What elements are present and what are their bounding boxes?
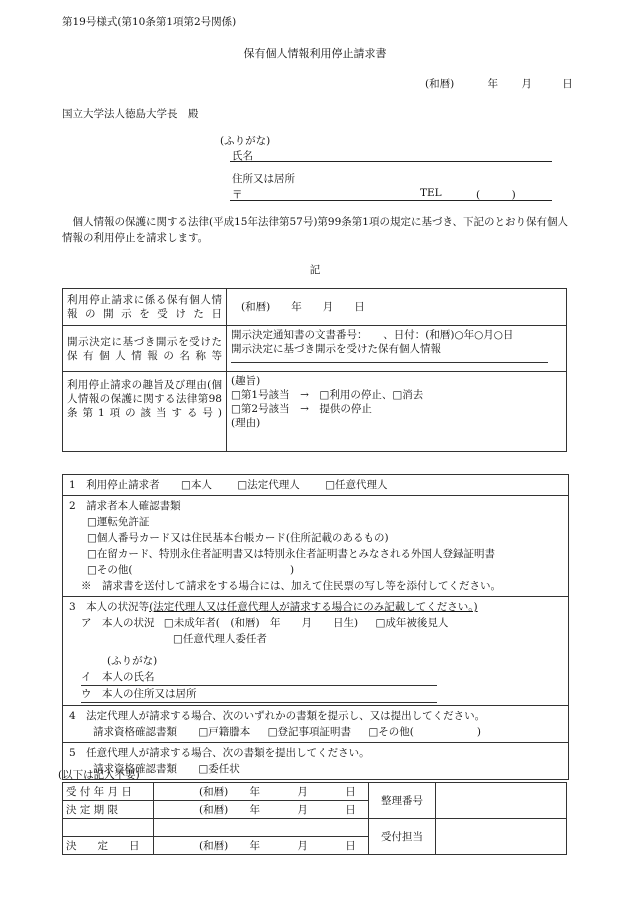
- office-use-table: [62, 782, 567, 855]
- id-drivers-license-checkbox[interactable]: □運転免許証: [87, 516, 150, 528]
- reception-date-value[interactable]: [154, 783, 369, 801]
- id-residence-card-checkbox[interactable]: □在留カード、特別永住者証明書又は特別永住者証明書とみなされる外国人登録証明書: [87, 548, 495, 560]
- id-mynumber-card-checkbox[interactable]: □個人番号カード又は住民基本台帳カード(住所記載のあるもの): [87, 532, 389, 544]
- principal-delegator-checkbox[interactable]: □任意代理人委任者: [173, 633, 267, 645]
- clause1-checkbox[interactable]: □第1号該当 → □利用の停止、□消去: [231, 389, 424, 401]
- decision-year: 年: [249, 840, 261, 852]
- blank-value[interactable]: [154, 819, 369, 837]
- form-number: 第19号様式(第10条第1項第2号関係): [62, 16, 237, 28]
- decision-month: 月: [297, 840, 308, 852]
- id-mailing-note: ※ 請求書を送付して請求をする場合には、加えて住民票の写し等を添付してください。: [81, 580, 501, 592]
- tel-label: TEL: [420, 187, 442, 199]
- info-name-label: 開示決定に基づき開示を受けた保有個人情報の名称等: [63, 326, 227, 372]
- principal-furigana-label: (ふりがな): [107, 655, 158, 667]
- requester-sections-box: [62, 474, 569, 780]
- adult-ward-checkbox[interactable]: □成年被後見人: [375, 617, 449, 629]
- reception-month: 月: [297, 786, 308, 798]
- date-day: 日: [562, 78, 573, 90]
- postal-mark: 〒: [232, 189, 243, 201]
- deadline-month: 月: [297, 804, 308, 816]
- requester-voluntary-agent-checkbox[interactable]: □任意代理人: [325, 479, 388, 491]
- section3-note: (法定代理人又は任意代理人が請求する場合にのみ記載してください。): [149, 601, 478, 613]
- date-era: (和暦): [425, 78, 455, 90]
- reception-era: (和暦): [199, 786, 229, 798]
- office-use-note: (以下は記入不要): [58, 769, 140, 781]
- reception-day: 日: [345, 786, 356, 798]
- reason-heading: (理由): [231, 417, 261, 429]
- reception-staff-value[interactable]: [436, 819, 567, 855]
- decision-era: (和暦): [199, 840, 229, 852]
- request-detail-table: [62, 288, 567, 452]
- section5-docs-label: 請求資格確認書類: [93, 763, 177, 775]
- section-legal-agent-docs: [63, 706, 568, 743]
- section3-label: 3 本人の状況等: [69, 601, 150, 613]
- disclosure-date-value[interactable]: (和暦) 年 月 日: [227, 289, 567, 326]
- blank-label: [63, 819, 154, 837]
- disclosed-info-line: 開示決定に基づき開示を受けた保有個人情報: [231, 343, 441, 355]
- section5-label: 5 任意代理人が請求する場合、次の書類を提出してください。: [69, 747, 370, 759]
- reception-staff-label: 受付担当: [369, 819, 436, 855]
- id-other-checkbox[interactable]: □その他( ): [87, 564, 295, 576]
- date-month: 月: [521, 78, 532, 90]
- decision-day: 日: [345, 840, 356, 852]
- deadline-era: (和暦): [199, 804, 229, 816]
- requester-legal-agent-checkbox[interactable]: □法定代理人: [237, 479, 300, 491]
- other-document-checkbox[interactable]: □その他( ): [368, 726, 481, 738]
- serial-number-value[interactable]: [436, 783, 567, 819]
- section-principal-status: [63, 597, 568, 706]
- disclosure-date-label: 利用停止請求に係る保有個人情報の開示を受けた日: [63, 289, 227, 326]
- section-requester-type: [63, 475, 568, 496]
- applicant-address-line[interactable]: [230, 200, 552, 201]
- minor-checkbox[interactable]: □未成年者( (和暦) 年 月 日生): [163, 617, 359, 629]
- principal-name-field[interactable]: イ 本人の氏名: [81, 669, 437, 686]
- info-name-cell[interactable]: [227, 326, 567, 372]
- decision-deadline-value[interactable]: [154, 801, 369, 819]
- decision-date-value[interactable]: [154, 837, 369, 855]
- registry-certificate-checkbox[interactable]: □登記事項証明書: [267, 726, 352, 738]
- decision-deadline-label: 決 定 期 限: [63, 801, 154, 819]
- principal-address-field[interactable]: ウ 本人の住所又は居所: [81, 686, 437, 703]
- intro-text: 個人情報の保護に関する法律(平成15年法律第57号)第99条第1項の規定に基づき、下記のとおり保有個人情報の利用停止を請求します。: [62, 216, 569, 244]
- power-of-attorney-checkbox[interactable]: □委任状: [198, 763, 240, 775]
- notice-number-line: 開示決定通知書の文書番号： 、日付：(和暦)○年○月○日: [231, 329, 514, 341]
- requester-self-checkbox[interactable]: □本人: [181, 479, 212, 491]
- principal-status-label: ア 本人の状況: [81, 617, 155, 629]
- tel-parens: ( ): [476, 189, 516, 201]
- reception-date-label: 受 付 年 月 日: [63, 783, 154, 801]
- applicant-name-label: 氏名: [232, 150, 253, 162]
- section-id-documents: [63, 496, 568, 597]
- clause2-checkbox[interactable]: □第2号該当 → 提供の停止: [231, 403, 372, 415]
- ki-mark: 記: [309, 264, 321, 276]
- deadline-day: 日: [345, 804, 356, 816]
- decision-date-label: 決 定 日: [63, 837, 154, 855]
- reception-year: 年: [249, 786, 261, 798]
- section4-label: 4 法定代理人が請求する場合、次のいずれかの書類を提示し、又は提出してください。: [69, 710, 486, 722]
- family-register-checkbox[interactable]: □戸籍謄本: [198, 726, 251, 738]
- deadline-year: 年: [249, 804, 261, 816]
- section2-label: 2 請求者本人確認書類: [69, 500, 181, 512]
- date-line: [425, 76, 573, 91]
- purpose-reason-label: 利用停止請求の趣旨及び理由(個人情報の保護に関する法律第98条第1項の該当する号): [63, 372, 227, 452]
- purpose-reason-cell[interactable]: [227, 372, 567, 452]
- section4-docs-label: 請求資格確認書類: [93, 726, 177, 738]
- applicant-name-line[interactable]: [230, 161, 552, 162]
- date-year: 年: [487, 78, 499, 90]
- purpose-heading: (趣旨): [231, 375, 261, 387]
- applicant-address-label: 住所又は居所: [232, 173, 295, 185]
- disclosed-info-underline: [231, 362, 548, 363]
- section1-label: 1 利用停止請求者: [69, 479, 160, 491]
- page-title: 保有個人情報利用停止請求書: [243, 47, 387, 60]
- applicant-furigana-label: (ふりがな): [220, 135, 271, 147]
- serial-number-label: 整理番号: [369, 783, 436, 819]
- addressee: 国立大学法人徳島大学長 殿: [62, 108, 199, 120]
